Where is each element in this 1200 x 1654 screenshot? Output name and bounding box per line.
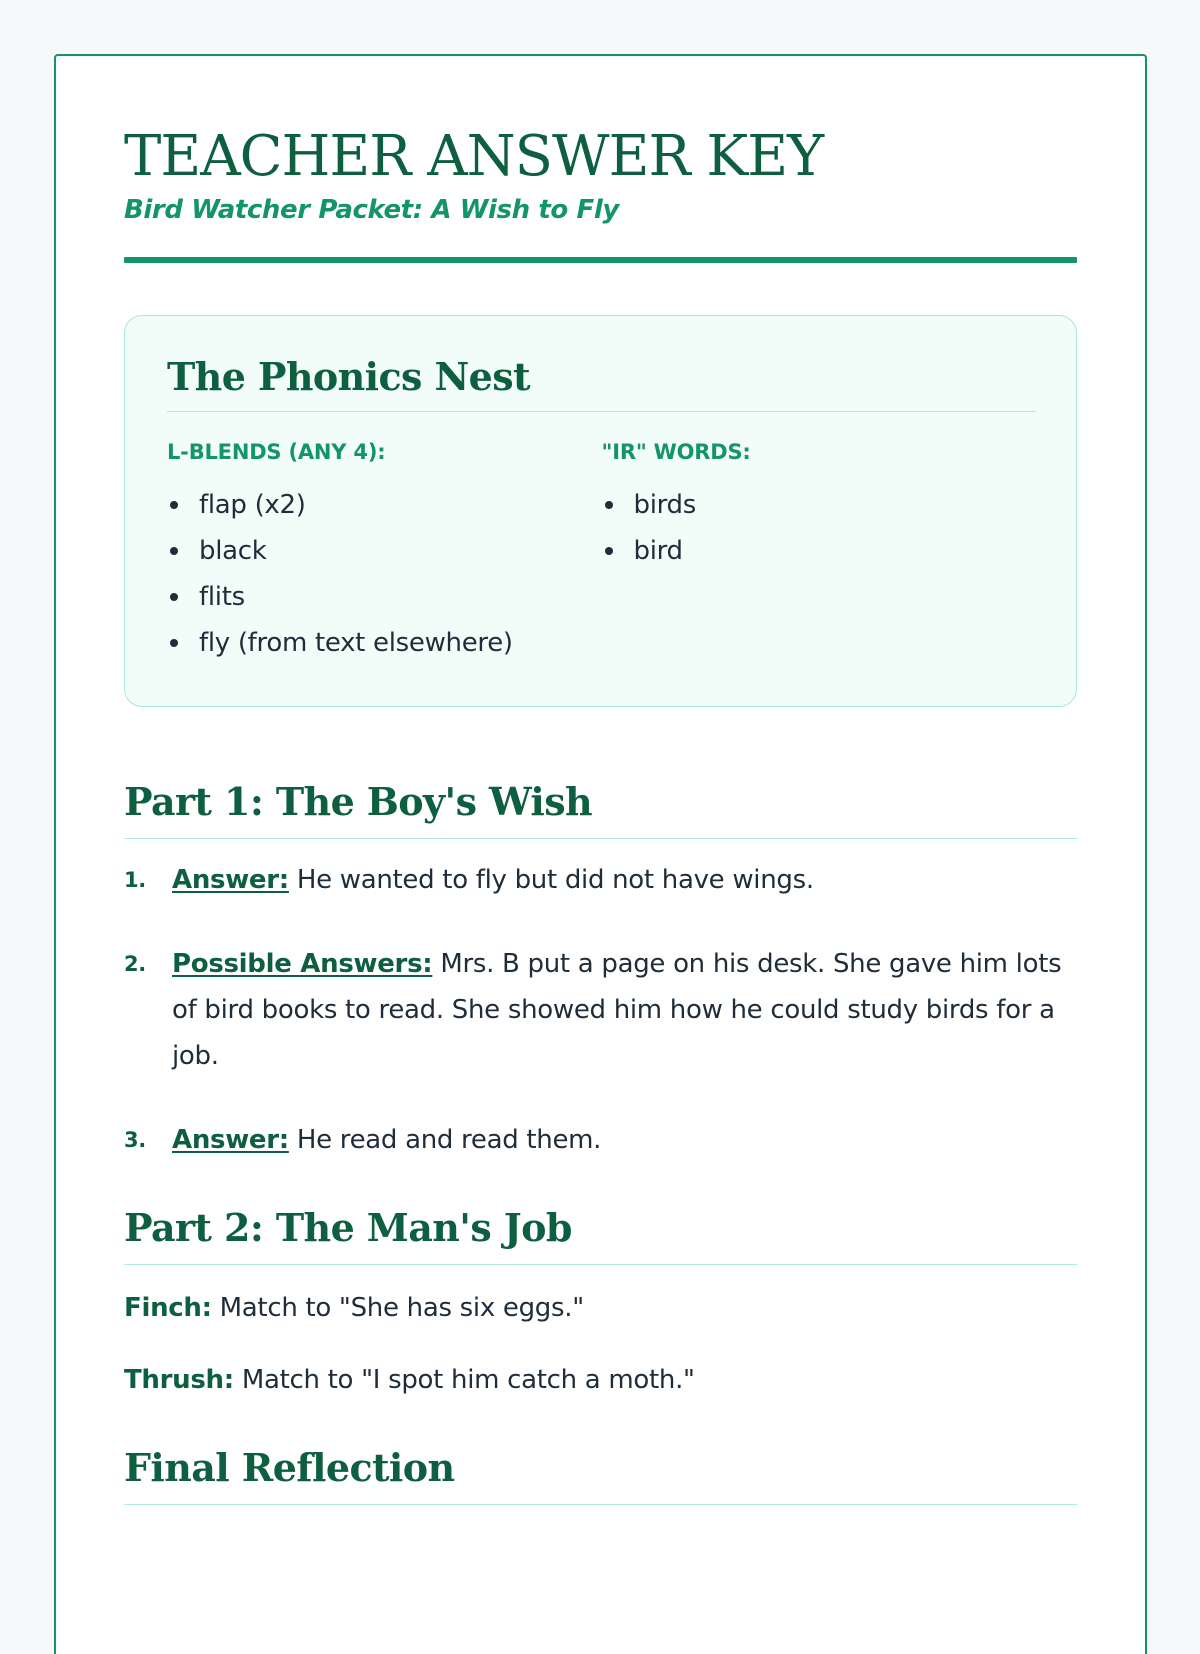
answer-label: Answer: [172, 864, 289, 895]
list-item: black [167, 528, 602, 574]
answer-text: He wanted to fly but did not have wings. [288, 864, 814, 895]
question-number: 2. [124, 951, 146, 976]
answer-text: Mrs. B put a page on his desk. She gave him lots of bird books to read. She showed him how he could study birds for a job. [172, 948, 1062, 1071]
list-item: fly (from text elsewhere) [167, 620, 602, 666]
l-blends-column [167, 440, 602, 666]
answer-text: He read and read them. [288, 1124, 602, 1155]
page-subtitle: Bird Watcher Packet: A Wish to Fly [124, 194, 619, 225]
match-item [124, 1357, 1077, 1403]
question-number: 1. [124, 867, 146, 892]
match-label: Thrush: [124, 1364, 234, 1395]
ir-words-label: "IR" WORDS: [601, 439, 751, 464]
question-number: 3. [124, 1127, 146, 1152]
answer-label: Answer: [172, 1124, 289, 1155]
list-item: flits [167, 574, 602, 620]
question-answer [172, 941, 1077, 1079]
part1-question-list [124, 857, 1077, 1163]
phonics-nest-card [124, 315, 1077, 707]
question-answer [172, 1117, 1077, 1163]
part2-title: Part 2: The Man's Job [124, 1205, 1077, 1265]
question-item [124, 941, 1077, 1079]
part2-matches [124, 1285, 1077, 1403]
ir-words-list [602, 482, 1037, 574]
match-text: Match to "She has six eggs." [211, 1292, 584, 1323]
l-blends-list [167, 482, 602, 666]
match-label: Finch: [124, 1292, 212, 1323]
ir-words-column [602, 440, 1037, 666]
question-answer [172, 857, 1077, 903]
question-item [124, 857, 1077, 903]
page-title: TEACHER ANSWER KEY [124, 124, 824, 189]
match-text: Match to "I spot him catch a moth." [233, 1364, 695, 1395]
answer-label: Possible Answers: [172, 948, 433, 979]
answer-key-sheet [54, 54, 1147, 1654]
l-blends-label: L-BLENDS (ANY 4): [167, 439, 386, 464]
phonics-columns [167, 440, 1036, 666]
part1-title: Part 1: The Boy's Wish [124, 779, 1077, 839]
question-item [124, 1117, 1077, 1163]
final-reflection-title: Final Reflection [124, 1445, 1077, 1505]
list-item: flap (x2) [167, 482, 602, 528]
match-item [124, 1285, 1077, 1331]
list-item: bird [602, 528, 1037, 574]
list-item: birds [602, 482, 1037, 528]
phonics-nest-title: The Phonics Nest [167, 354, 1036, 412]
header-divider [124, 257, 1077, 263]
